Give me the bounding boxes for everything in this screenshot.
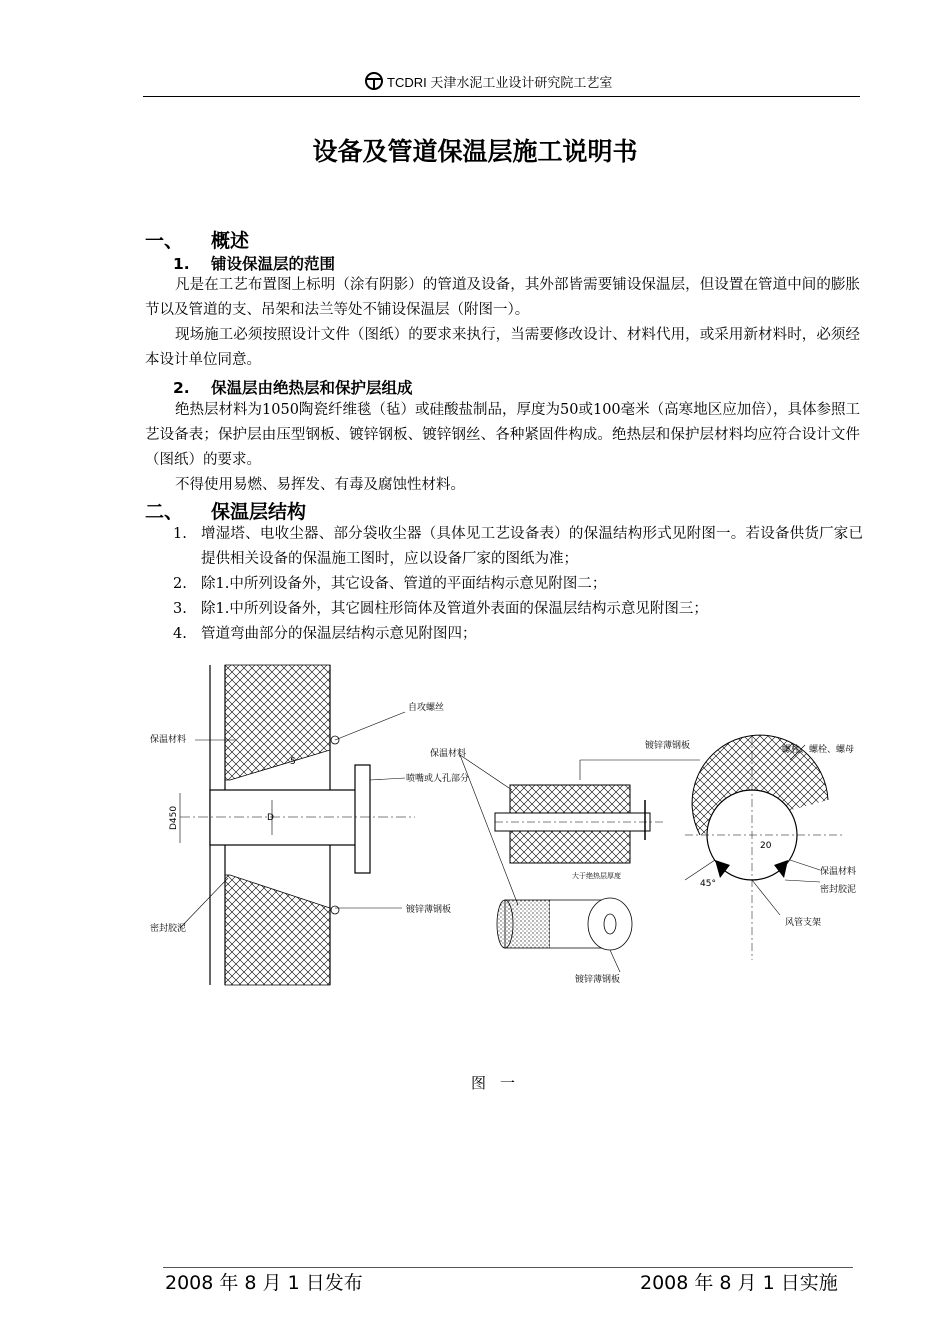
label-sealant: 密封胶泥: [150, 924, 187, 934]
section2-title: 保温层结构: [211, 501, 307, 523]
list-item-text: 除1.中所列设备外，其它设备、管道的平面结构示意见附图二；: [201, 576, 607, 592]
footer-publish-date: 2008 年 8 月 1 日发布: [165, 1272, 363, 1294]
list-item: [173, 622, 863, 647]
label-greater-than-thickness: 大于绝热层厚度: [572, 872, 621, 880]
label-insulation-3: 保温材料: [820, 867, 857, 877]
page-header: [143, 68, 860, 97]
label-nozzle-manhole: 喷嘴或人孔部分: [406, 774, 470, 784]
sub1-number: 1.: [173, 255, 190, 273]
list-item-text: 除1.中所列设备外，其它圆柱形筒体及管道外表面的保温层结构示意见附图三；: [201, 601, 708, 617]
label-dim-45: 45°: [700, 879, 716, 889]
label-galvanized-sheet-3: 镀锌薄钢板: [575, 975, 621, 985]
list-item: [173, 572, 863, 597]
label-dim-20: 20: [760, 841, 772, 851]
section2-number: 二、: [145, 501, 184, 523]
footer-effective-date: 2008 年 8 月 1 日实施: [640, 1272, 838, 1294]
pipe-section-drawing: [460, 755, 700, 972]
header-text: TCDRI 天津水泥工业设计研究院工艺室: [387, 74, 613, 90]
list-item-number: 4.: [173, 626, 187, 642]
label-insulation-2: 保温材料: [430, 749, 467, 759]
label-insulation: 保温材料: [150, 735, 187, 745]
section1-sub1-heading: [173, 252, 335, 274]
figure-caption: 图一: [470, 1074, 529, 1092]
label-galvanized-sheet-2: 镀锌薄钢板: [645, 741, 691, 751]
section1-heading: [145, 226, 249, 253]
document-title: 设备及管道保温层施工说明书: [312, 137, 638, 166]
list-item-text: 增湿塔、电收尘器、部分袋收尘器（具体见工艺设备表）的保温结构形式见附图一。若设备供货厂家已提供相关设备的保温施工图时，应以设备厂家的图纸为准；: [201, 526, 863, 567]
label-dim-5: 5: [290, 757, 296, 767]
sub2-paragraph-1: 绝热层材料为1050陶瓷纤维毯（毡）或硅酸盐制品，厚度为50或100毫米（高寒地区应加倍），具体参照工艺设备表；保护层由压型钢板、镀锌钢板、镀锌钢丝、各种紧固件构成。绝热层和保护层材料均应符合设计文件（图纸）的要求。: [145, 402, 860, 468]
sub2-number: 2.: [173, 379, 190, 397]
label-galvanized-sheet: 镀锌薄钢板: [406, 905, 452, 915]
label-bolt-nut: 螺柱、螺栓、螺母: [782, 745, 855, 755]
header-brand: [363, 70, 612, 92]
label-dim-d450: D450: [169, 805, 179, 830]
list-item-number: 3.: [173, 601, 187, 617]
sub1-title: 铺设保温层的范围: [211, 255, 336, 273]
sub1-paragraph-2: 现场施工必须按照设计文件（图纸）的要求来执行，当需要修改设计、材料代用，或采用新材料时，必须经本设计单位同意。: [145, 327, 860, 368]
list-item-number: 1.: [173, 526, 187, 542]
label-dim-d: D: [267, 813, 274, 823]
list-item-number: 2.: [173, 576, 187, 592]
section1-title: 概述: [211, 230, 250, 252]
section2-heading: [145, 497, 306, 524]
sub2-paragraph-2: 不得使用易燃、易挥发、有毒及腐蚀性材料。: [175, 477, 465, 493]
wall-section-drawing: [180, 665, 415, 985]
list-item-text: 管道弯曲部分的保温层结构示意见附图四；: [201, 626, 477, 642]
tcdri-logo-icon: [363, 70, 385, 92]
label-duct-support: 风管支架: [785, 918, 822, 928]
label-self-tapping-screw: 自攻螺丝: [408, 703, 445, 713]
list-item: [173, 597, 863, 622]
section1-number: 一、: [145, 230, 184, 252]
list-item: [173, 522, 863, 572]
sub2-title: 保温层由绝热层和保护层组成: [211, 379, 413, 397]
section1-sub2-heading: [173, 376, 413, 398]
label-sealant-2: 密封胶泥: [820, 885, 857, 895]
figure-1-drawing: [140, 660, 870, 990]
sub1-paragraph-1: 凡是在工艺布置图上标明（涂有阴影）的管道及设备，其外部皆需要铺设保温层，但设置在管道中间的膨胀节以及管道的支、吊架和法兰等处不铺设保温层（附图一）。: [145, 277, 860, 318]
